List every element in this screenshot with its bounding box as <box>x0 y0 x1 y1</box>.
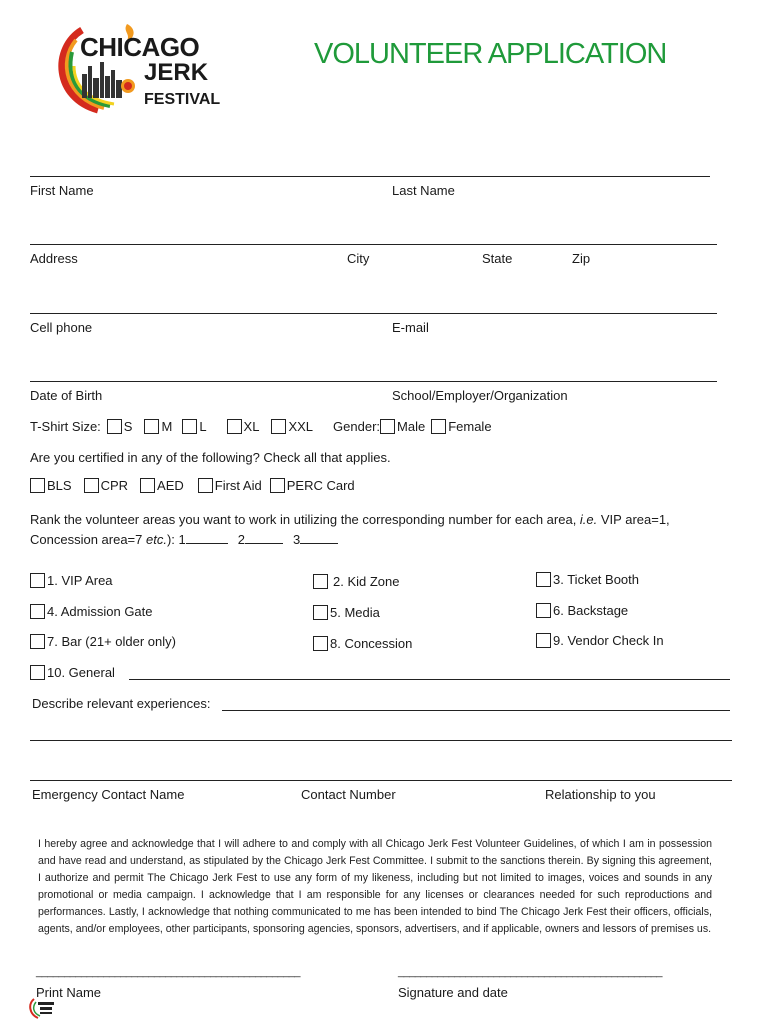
dob-line <box>30 381 717 382</box>
emergency-number-label: Contact Number <box>301 787 396 802</box>
rank-2-label: 2 <box>237 532 245 547</box>
print-name-line[interactable]: _______________________________________________ <box>36 966 301 978</box>
area-5-checkbox[interactable] <box>313 605 328 620</box>
tshirt-xxl-checkbox[interactable] <box>271 419 286 434</box>
area-1-checkbox[interactable] <box>30 573 45 588</box>
certs-row <box>30 478 355 493</box>
area-7 <box>30 634 176 649</box>
tshirt-xl-checkbox[interactable] <box>227 419 242 434</box>
area-6-label: 6. Backstage <box>553 603 629 618</box>
rank-2-blank[interactable] <box>245 532 283 544</box>
area-6 <box>536 603 628 618</box>
area-10 <box>30 665 115 680</box>
rank-3-blank[interactable] <box>300 532 338 544</box>
gender-male-checkbox[interactable] <box>380 419 395 434</box>
name-line <box>30 176 710 177</box>
area-10-line <box>129 679 730 680</box>
phone-line <box>30 313 717 314</box>
signature-date-label: Signature and date <box>398 985 508 1000</box>
festival-logo <box>52 18 252 118</box>
rank-text-a: Rank the volunteer areas you want to work in utilizing the corresponding number for each area, <box>30 512 580 527</box>
tshirt-m-label: M <box>161 419 173 434</box>
cert-cpr-label: CPR <box>100 478 129 493</box>
rank-text-d: ): 1 <box>166 532 186 547</box>
area-9-label: 9. Vendor Check In <box>553 633 664 648</box>
page-title: VOLUNTEER APPLICATION <box>314 38 667 70</box>
first-name-label: First Name <box>30 183 94 198</box>
rank-1-blank[interactable] <box>186 532 228 544</box>
experience-line-2 <box>30 740 732 741</box>
footer-logo-icon <box>28 996 58 1020</box>
signature-line[interactable]: _______________________________________________ <box>398 966 663 978</box>
area-2-label: 2. Kid Zone <box>333 574 400 589</box>
dob-label: Date of Birth <box>30 388 103 403</box>
area-6-checkbox[interactable] <box>536 603 551 618</box>
area-5-label: 5. Media <box>330 605 380 620</box>
area-10-label: 10. General <box>47 665 115 680</box>
tshirt-m-checkbox[interactable] <box>144 419 159 434</box>
rank-text-etc: etc. <box>146 532 167 547</box>
area-4-label: 4. Admission Gate <box>47 604 153 619</box>
area-7-checkbox[interactable] <box>30 634 45 649</box>
gender-female-label: Female <box>448 419 492 434</box>
rank-instructions <box>30 510 670 550</box>
print-name-label: Print Name <box>36 985 102 1000</box>
area-2-checkbox[interactable] <box>313 574 328 589</box>
area-1-label: 1. VIP Area <box>47 573 113 588</box>
area-1 <box>30 573 113 588</box>
area-10-checkbox[interactable] <box>30 665 45 680</box>
area-5 <box>313 605 380 620</box>
certs-question: Are you certified in any of the following? Check all that applies. <box>30 450 391 465</box>
cert-aed-checkbox[interactable] <box>140 478 155 493</box>
experience-line-3 <box>30 780 732 781</box>
area-8 <box>313 636 412 651</box>
cert-aed-label: AED <box>157 478 184 493</box>
area-3-checkbox[interactable] <box>536 572 551 587</box>
cell-phone-label: Cell phone <box>30 320 93 335</box>
cert-cpr-checkbox[interactable] <box>84 478 99 493</box>
area-4-checkbox[interactable] <box>30 604 45 619</box>
tshirt-label: T-Shirt Size: <box>30 419 101 434</box>
cert-bls-label: BLS <box>47 478 72 493</box>
address-label: Address <box>30 251 78 266</box>
area-9 <box>536 633 664 648</box>
area-4 <box>30 604 153 619</box>
tshirt-gender-row <box>30 419 492 434</box>
cert-perc-checkbox[interactable] <box>270 478 285 493</box>
address-line <box>30 244 717 245</box>
logo-line1: CHICAGO <box>80 32 200 62</box>
gender-label: Gender: <box>333 419 381 434</box>
experience-line-1 <box>222 710 730 711</box>
cert-first-aid-checkbox[interactable] <box>198 478 213 493</box>
area-2 <box>313 574 400 589</box>
last-name-label: Last Name <box>392 183 455 198</box>
tshirt-xl-label: XL <box>243 419 260 434</box>
tshirt-s-checkbox[interactable] <box>107 419 122 434</box>
consent-paragraph: I hereby agree and acknowledge that I will adhere to and comply with all Chicago Jerk Fest Volunteer Guidelines, of which I am in possession and have read and understand, as stipulated by the Chicago Jerk Fest Committee. I submit to the sanctions therein. By signing this agreement, I authorize and permit The Chicago Jerk Fest to use any form of my likeness, including but not limited to images, voices and sounds in any promotional or media campaign. I acknowledge that I am responsible for any licenses or clearances needed for such reproductions and performances. Lastly, I acknowledge that nothing communicated to me has been intended to bind The Chicago Jerk Fest their officers, officials, agents, and/or employees, other participants, sponsoring agencies, sponsors, advertisers, and if applicable, owners and lessors of premises us. <box>38 838 712 935</box>
rank-text-c: Concession area=7 <box>30 532 146 547</box>
rank-text-ie: i.e. <box>579 512 598 527</box>
area-7-label: 7. Bar (21+ older only) <box>47 634 176 649</box>
experience-label: Describe relevant experiences: <box>32 696 211 711</box>
cert-bls-checkbox[interactable] <box>30 478 45 493</box>
cert-first-aid-label: First Aid <box>214 478 262 493</box>
tshirt-xxl-label: XXL <box>288 419 314 434</box>
zip-label: Zip <box>572 251 591 266</box>
rank-3-label: 3 <box>293 532 301 547</box>
state-label: State <box>482 251 513 266</box>
rank-text-b: VIP area=1, <box>597 512 670 527</box>
tshirt-l-label: L <box>199 419 207 434</box>
logo-line2: JERK <box>144 59 209 86</box>
area-3-label: 3. Ticket Booth <box>553 572 639 587</box>
area-9-checkbox[interactable] <box>536 633 551 648</box>
email-label: E-mail <box>392 320 429 335</box>
school-label: School/Employer/Organization <box>392 388 568 403</box>
logo-line3: FESTIVAL <box>144 91 221 108</box>
gender-female-checkbox[interactable] <box>431 419 446 434</box>
gender-male-label: Male <box>397 419 426 434</box>
cert-perc-label: PERC Card <box>286 478 355 493</box>
emergency-relationship-label: Relationship to you <box>545 787 656 802</box>
tshirt-l-checkbox[interactable] <box>182 419 197 434</box>
tshirt-s-label: S <box>123 419 133 434</box>
area-8-label: 8. Concession <box>330 636 413 651</box>
area-3 <box>536 572 639 587</box>
emergency-name-label: Emergency Contact Name <box>32 787 185 802</box>
area-8-checkbox[interactable] <box>313 636 328 651</box>
city-label: City <box>347 251 370 266</box>
